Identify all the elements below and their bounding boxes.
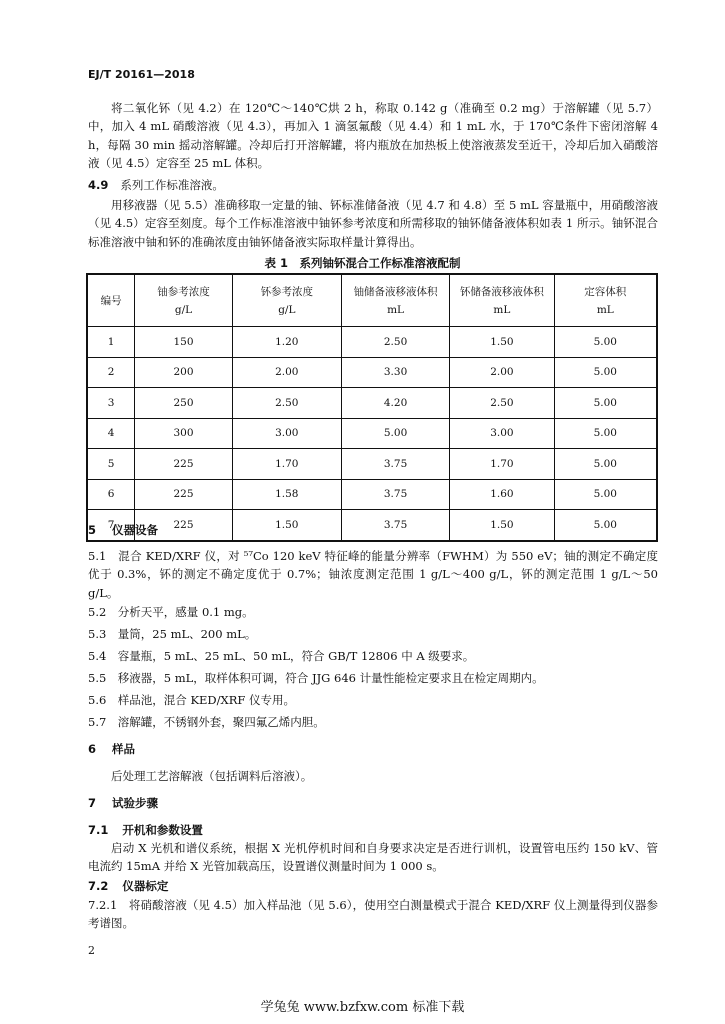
table-cell: 225 [135, 449, 232, 480]
table-cell: 5 [87, 449, 135, 480]
item-5-3: 5.3 量筒，25 mL、200 mL。 [88, 627, 257, 641]
header-cell-u-conc [135, 274, 232, 327]
table-cell: 1.70 [450, 449, 554, 480]
table-cell: 250 [135, 388, 232, 419]
table-cell: 1.50 [450, 327, 554, 358]
table-cell: 1.60 [450, 479, 554, 510]
table-cell: 150 [135, 327, 232, 358]
table-cell: 5.00 [554, 479, 657, 510]
table-cell: 2.50 [341, 327, 449, 358]
section-title: 仪器标定 [122, 879, 169, 893]
table-cell: 3.00 [232, 418, 341, 449]
section-title: 试验步骤 [112, 796, 159, 810]
paragraph-4-8: 将二氧化钚（见 4.2）在 120℃～140℃烘 2 h，称取 0.142 g（准确至 0.2 mg）于溶解罐（见 5.7）中，加入 4 mL 硝酸溶液（见 4.3），再加入 1 滴氢氟酸（见 4.4）和 1 mL 水，于 170℃条件下密闭溶解 4 h，每隔 30 min 摇动溶解罐。冷却后打开溶解罐，将内瓶放在加热板上使溶液蒸发至近干，冷却后加入硝酸溶液（见 4.5）定容至 25 mL 体积。 [88, 101, 658, 170]
header-cell-pu-volume [450, 274, 554, 327]
header-label: 铀参考浓度 [157, 285, 210, 298]
standard-solution-table [86, 273, 658, 542]
table-cell: 3 [87, 388, 135, 419]
item-7-2-1: 7.2.1 将硝酸溶液（见 4.5）加入样品池（见 5.6），使用空白测量模式于混合 KED/XRF 仪上测量得到仪器参考谱图。 [88, 898, 658, 931]
section-5-heading [88, 522, 158, 538]
table-caption: 表 1 系列铀钚混合工作标准溶液配制 [264, 256, 461, 270]
table-cell: 6 [87, 479, 135, 510]
section-title: 系列工作标准溶液。 [120, 178, 224, 192]
section-4-9-heading [88, 177, 224, 193]
table-cell: 4.20 [341, 388, 449, 419]
table-row [87, 418, 657, 449]
header-unit: mL [596, 303, 614, 316]
table-cell: 3.75 [341, 510, 449, 541]
section-number: 5 [88, 523, 97, 537]
table-cell: 1.50 [232, 510, 341, 541]
section-number: 7 [88, 796, 97, 810]
table-cell: 225 [135, 479, 232, 510]
item-5-1: 5.1 混合 KED/XRF 仪，对 ⁵⁷Co 120 keV 特征峰的能量分辨率（FWHM）为 550 eV；铀的测定不确定度优于 0.3%，钚的测定不确定度优于 0.7%；铀浓度测定范围 1 g/L～400 g/L，钚的测定范围 1 g/L～50 g/L。 [88, 549, 658, 600]
table-cell: 1.58 [232, 479, 341, 510]
table-cell: 2.50 [232, 388, 341, 419]
item-5-4: 5.4 容量瓶，5 mL、25 mL、50 mL，符合 GB/T 12806 中 A 级要求。 [88, 649, 475, 663]
table-cell: 7 [87, 510, 135, 541]
table-cell: 5.00 [554, 510, 657, 541]
table-cell: 5.00 [341, 418, 449, 449]
item-5-6: 5.6 样品池，混合 KED/XRF 仪专用。 [88, 693, 296, 707]
table-cell: 300 [135, 418, 232, 449]
paragraph-7-1: 启动 X 光机和谱仪系统，根据 X 光机停机时间和自身要求决定是否进行训机，设置管电压约 150 kV、管电流约 15mA 并给 X 光管加载高压，设置谱仪测量时间为 1 000 s。 [88, 841, 658, 874]
footer-watermark: 学兔兔 www.bzfxw.com 标准下载 [260, 1000, 465, 1015]
table-cell: 3.30 [341, 357, 449, 388]
table-cell: 1.50 [450, 510, 554, 541]
table-row [87, 388, 657, 419]
header-label: 编号 [100, 294, 122, 307]
header-label: 铀储备液移液体积 [353, 285, 438, 298]
standard-code: EJ/T 20161—2018 [88, 68, 195, 81]
table-cell: 200 [135, 357, 232, 388]
table-cell: 3.00 [450, 418, 554, 449]
section-7-heading [88, 795, 158, 811]
header-unit: g/L [174, 303, 193, 316]
table-cell: 5.00 [554, 449, 657, 480]
table-cell: 2 [87, 357, 135, 388]
header-cell-u-volume [341, 274, 449, 327]
section-number: 7.1 [88, 823, 109, 837]
header-unit: g/L [278, 303, 296, 316]
table-row [87, 479, 657, 510]
header-cell-number [87, 274, 135, 327]
table-cell: 2.50 [450, 388, 554, 419]
table-row [87, 357, 657, 388]
page-number: 2 [88, 944, 95, 957]
table-cell: 5.00 [554, 418, 657, 449]
table-cell: 1.70 [232, 449, 341, 480]
header-unit: mL [387, 303, 405, 316]
table-cell: 2.00 [450, 357, 554, 388]
header-cell-pu-conc [232, 274, 341, 327]
table-cell: 5.00 [554, 388, 657, 419]
table-cell: 5.00 [554, 357, 657, 388]
header-label: 钚储备液移液体积 [459, 285, 544, 298]
table-cell: 5.00 [554, 327, 657, 358]
table-cell: 3.75 [341, 449, 449, 480]
table-row [87, 327, 657, 358]
item-5-7: 5.7 溶解罐，不锈钢外套，聚四氟乙烯内胆。 [88, 715, 325, 729]
item-5-2: 5.2 分析天平，感量 0.1 mg。 [88, 605, 254, 619]
header-unit: mL [493, 303, 511, 316]
section-number: 6 [88, 742, 97, 756]
section-6-heading [88, 741, 135, 757]
section-number: 7.2 [88, 879, 109, 893]
paragraph-4-9: 用移液器（见 5.5）准确移取一定量的铀、钚标准储备液（见 4.7 和 4.8）至 5 mL 容量瓶中，用硝酸溶液（见 4.5）定容至刻度。每个工作标准溶液中铀钚参考浓度和所需移取的铀钚储备液体积如表 1 所示。铀钚混合标准溶液中铀和钚的准确浓度由铀钚储备液实际取样量计算得出。 [88, 198, 658, 249]
paragraph-6: 后处理工艺溶解液（包括调料后溶液）。 [111, 769, 313, 783]
header-label: 定容体积 [584, 285, 627, 298]
header-label: 钚参考浓度 [260, 285, 314, 298]
table-cell: 4 [87, 418, 135, 449]
table-cell: 2.00 [232, 357, 341, 388]
section-7-2-heading [88, 878, 168, 894]
section-title: 仪器设备 [112, 523, 159, 537]
header-cell-final-volume [554, 274, 657, 327]
section-7-1-heading [88, 822, 203, 838]
section-number: 4.9 [88, 178, 109, 192]
section-title: 样品 [112, 742, 136, 756]
table-cell: 1 [87, 327, 135, 358]
table-header-row [87, 274, 657, 327]
table-cell: 1.20 [232, 327, 341, 358]
item-5-5: 5.5 移液器，5 mL，取样体积可调，符合 JJG 646 计量性能检定要求且在检定周期内。 [88, 671, 544, 685]
table-row [87, 510, 657, 541]
table-cell: 225 [135, 510, 232, 541]
table-row [87, 449, 657, 480]
section-title: 开机和参数设置 [122, 823, 203, 837]
table-cell: 3.75 [341, 479, 449, 510]
